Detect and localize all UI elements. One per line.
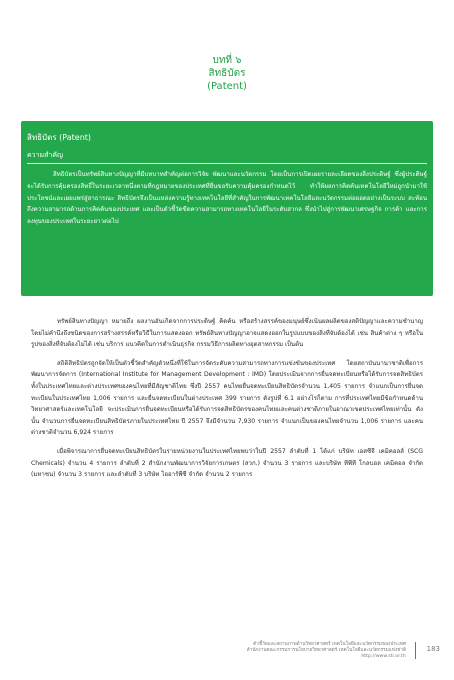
footer-url: http://www.sti.or.th: [361, 653, 406, 659]
page-number: 183: [426, 645, 440, 653]
footer-line: ตัวชี้วัดและสถานภาพด้านวิทยาศาสตร์ เทคโนโลยีและนวัตกรรมของประเทศ: [253, 642, 406, 647]
chapter-subtitle: (Patent): [207, 81, 247, 92]
box-section-heading: ความสำคัญ: [27, 151, 64, 159]
body-paragraph: ทรัพย์สินทางปัญญา หมายถึง ผลงานอันเกิดจากการประดิษฐ์ คิดค้น หรือสร้างสรรค์ของมนุษย์ซึ่งเน้นผลผลิตของสติปัญญาและความชำนาญ โดยไม่คำนึงถึงชนิดของการสร้างสรรค์หรือวิธีในการแสดงออก ทรัพย์สินทางปัญญาอาจแสดงออกในรูปแบบของสิ่งที่จับต้องได้ เช่น สินค้าต่าง ๆ หรือในรูปของสิ่งที่จับต้องไม่ได้ เช่น บริการ แนวคิดในการดำเนินธุรกิจ กรรมวิธีการผลิตทางอุตสาหกรรม เป็นต้น: [31, 318, 423, 349]
footer-line: สำนักงานคณะกรรมการนโยบายวิทยาศาสตร์ เทคโนโลยีและนวัตกรรมแห่งชาติ: [246, 647, 406, 653]
chapter-number: บทที่ ๖: [212, 55, 242, 66]
page-footer: [0, 642, 454, 662]
box-paragraph: สิทธิบัตรเป็นทรัพย์สินทางปัญญาที่มีบทบาทสำคัญต่อการวิจัย พัฒนาและนวัตกรรม โดยเป็นการเปิดเผยรายละเอียดของสิ่งประดิษฐ์ ซึ่งผู้ประดิษฐ์จะได้รับการคุ้มครองสิทธิ์ในระยะเวลาหนึ่งตามที่กฎหมายของประเทศที่ยื่นขอรับความคุ้มครองกำหนดไว้ ทำให้ผลการคิดค้นเทคโนโลยีใหม่ถูกนำมาใช้ประโยชน์และเผยแพร่สู่สาธารณะ สิทธิบัตรจึงเป็นแหล่งความรู้ทางเทคโนโลยีที่สำคัญในการพัฒนาเทคโนโลยีและนวัตกรรมต่อยอดอย่างเป็นระบบ สะท้อนถึงความสามารถด้านการคิดค้นของประเทศ และเป็นตัวชี้วัดขีดความสามารถทางเทคโนโลยีในระดับสากล ซึ่งนำไปสู่การพัฒนาเศรษฐกิจ การค้า และการลงทุนของประเทศในระยะยาวต่อไป: [27, 171, 427, 226]
summary-box: [21, 121, 433, 296]
box-divider: [27, 163, 427, 164]
box-title: สิทธิบัตร (Patent): [27, 133, 92, 142]
body-paragraph: เมื่อพิจารณาการยื่นจดทะเบียนสิทธิบัตรในรายหน่วยงานในประเทศไทยพบว่าในปี 2557 ลำดับที่ 1 ได้แก่ บริษัท เอสซีจี เคมิคอลส์ (SCG Chemicals) จำนวน 4 รายการ ลำดับที่ 2 สำนักงานพัฒนาการวิจัยการเกษตร (สวก.) จำนวน 3 รายการ และบริษัท ทีพีที โกลบอล เคมิคอล จำกัด (มหาชน) จำนวน 3 รายการ และลำดับที่ 3 บริษัท ไออาร์พีซี จำกัด จำนวน 2 รายการ: [31, 447, 423, 479]
body-text: [31, 316, 423, 488]
footer-divider: [415, 642, 416, 659]
chapter-header: [0, 54, 454, 93]
footer-text: [247, 642, 406, 659]
box-text: [27, 169, 427, 228]
chapter-title: สิทธิบัตร: [208, 68, 246, 79]
body-paragraph: สถิติสิทธิบัตรถูกจัดให้เป็นตัวชี้วัดสำคัญตัวหนึ่งที่ใช้ในการจัดระดับความสามารถทางการแข่งขันของประเทศ โดยสถาบันนานาชาติเพื่อการพัฒนาการจัดการ (International Institute for Management Development : IMD) โดยประเมินจากการยื่นจดทะเบียนหรือได้รับการจดสิทธิบัตรทั้งในประเทศไทยและต่างประเทศของคนไทยที่มีสัญชาติไทย ซึ่งปี 2557 คนไทยยื่นจดทะเบียนสิทธิบัตรจำนวน 1,405 รายการ จำแนกเป็นการยื่นจดทะเบียนในประเทศไทย 1,006 รายการ และยื่นจดทะเบียนในต่างประเทศ 399 รายการ ดังรูปที่ 6.1 อย่างไรก็ตาม การที่ประเทศไทยมีข้อกำหนดด้านวิทยาศาสตร์และเทคโนโลยี จะประเมินการยื่นจดทะเบียนหรือได้รับการจดสิทธิบัตรของคนไทยและคนต่างชาติภายในอาณาเขตประเทศไทยเท่านั้น ดังนั้น จำนวนการยื่นจดทะเบียนสิทธิบัตรภายในประเทศไทย ปี 2557 จึงมีจำนวน 7,930 รายการ จำแนกเป็นของคนไทยจำนวน 1,006 รายการ และคนต่างชาติจำนวน 6,924 รายการ: [31, 359, 423, 437]
